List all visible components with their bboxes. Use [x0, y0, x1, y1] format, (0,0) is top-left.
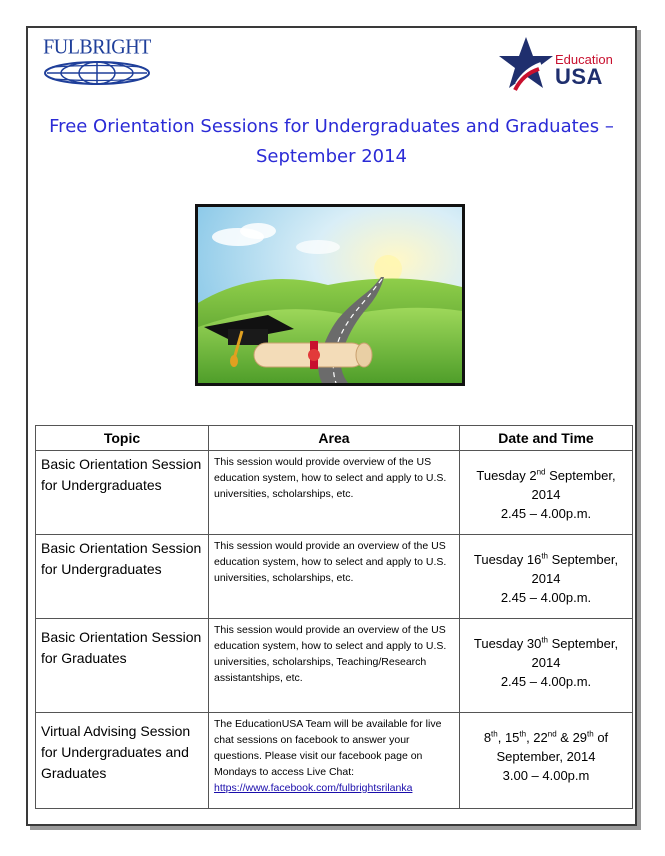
- date-part: , 15: [497, 730, 520, 745]
- topic-cell: Basic Orientation Session for Undergraduates: [36, 451, 209, 535]
- area-cell: This session would provide an overview of the US education system, how to select and apply to U.S. universities, scholarships, Teaching/Research assistantships, etc.: [209, 619, 460, 713]
- date-suffix: nd: [536, 467, 546, 477]
- date-day: Tuesday 16: [473, 552, 542, 567]
- date-month-year: September, 2014: [531, 636, 619, 670]
- time-range: 2.45 – 4.00p.m.: [500, 506, 592, 521]
- title-line-2: September 2014: [255, 146, 408, 167]
- time-range: 2.45 – 4.00p.m.: [500, 674, 592, 689]
- table-row: [36, 535, 633, 619]
- header-date-time: Date and Time: [460, 426, 633, 451]
- table-row: [36, 713, 633, 809]
- date-day: Tuesday 30: [473, 636, 542, 651]
- date-suffix: th: [587, 729, 594, 739]
- date-day: Tuesday 2: [476, 468, 537, 483]
- date-part: & 29: [556, 730, 588, 745]
- area-text: The EducationUSA Team will be available for live chat sessions on facebook to answer your questions. Please visit our facebook page on Mondays to access Live Chat:: [214, 718, 442, 778]
- fulbright-logo: [36, 36, 158, 86]
- area-cell: [209, 713, 460, 809]
- date-month-year: September, 2014: [531, 468, 616, 502]
- title-line-1: Free Orientation Sessions for Undergraduates and Graduates –: [49, 116, 614, 137]
- date-part: 8: [483, 730, 492, 745]
- time-range: 2.45 – 4.00p.m.: [500, 590, 592, 605]
- table-row: [36, 451, 633, 535]
- topic-cell: Basic Orientation Session for Undergraduates: [36, 535, 209, 619]
- area-cell: This session would provide an overview of the US education system, how to select and apply to U.S. universities, scholarships, etc.: [209, 535, 460, 619]
- flyer-page: [26, 26, 637, 826]
- date-suffix: th: [541, 635, 548, 645]
- date-cell: [460, 713, 633, 809]
- date-suffix: th: [541, 551, 548, 561]
- date-month-year: of September, 2014: [496, 730, 609, 764]
- education-text: Education: [555, 52, 613, 67]
- time-range: 3.00 – 4.00p.m: [502, 768, 590, 783]
- star-icon: [497, 34, 555, 92]
- date-suffix: nd: [547, 729, 557, 739]
- table-header-row: [36, 426, 633, 451]
- graduation-road-illustration: [195, 204, 465, 386]
- facebook-link[interactable]: https://www.facebook.com/fulbrightsrilanka: [214, 782, 413, 794]
- sessions-table: [35, 425, 633, 809]
- topic-cell: Virtual Advising Session for Undergraduates and Graduates: [36, 713, 209, 809]
- date-month-year: September, 2014: [531, 552, 619, 586]
- date-suffix: th: [519, 729, 527, 739]
- date-cell: [460, 535, 633, 619]
- date-cell: [460, 619, 633, 713]
- header-area: Area: [209, 426, 460, 451]
- topic-cell: Basic Orientation Session for Graduates: [36, 619, 209, 713]
- date-cell: [460, 451, 633, 535]
- page-title: [28, 112, 635, 172]
- educationusa-logo: [497, 34, 629, 92]
- table-row: [36, 619, 633, 713]
- usa-text: USA: [555, 64, 603, 89]
- date-suffix: th: [491, 729, 498, 739]
- area-cell: This session would provide overview of the US education system, how to select and apply to U.S. universities, scholarships, etc.: [209, 451, 460, 535]
- globe-icon: [42, 60, 152, 86]
- date-part: , 22: [526, 730, 548, 745]
- header-topic: Topic: [36, 426, 209, 451]
- fulbright-wordmark: FULBRIGHT: [43, 35, 151, 59]
